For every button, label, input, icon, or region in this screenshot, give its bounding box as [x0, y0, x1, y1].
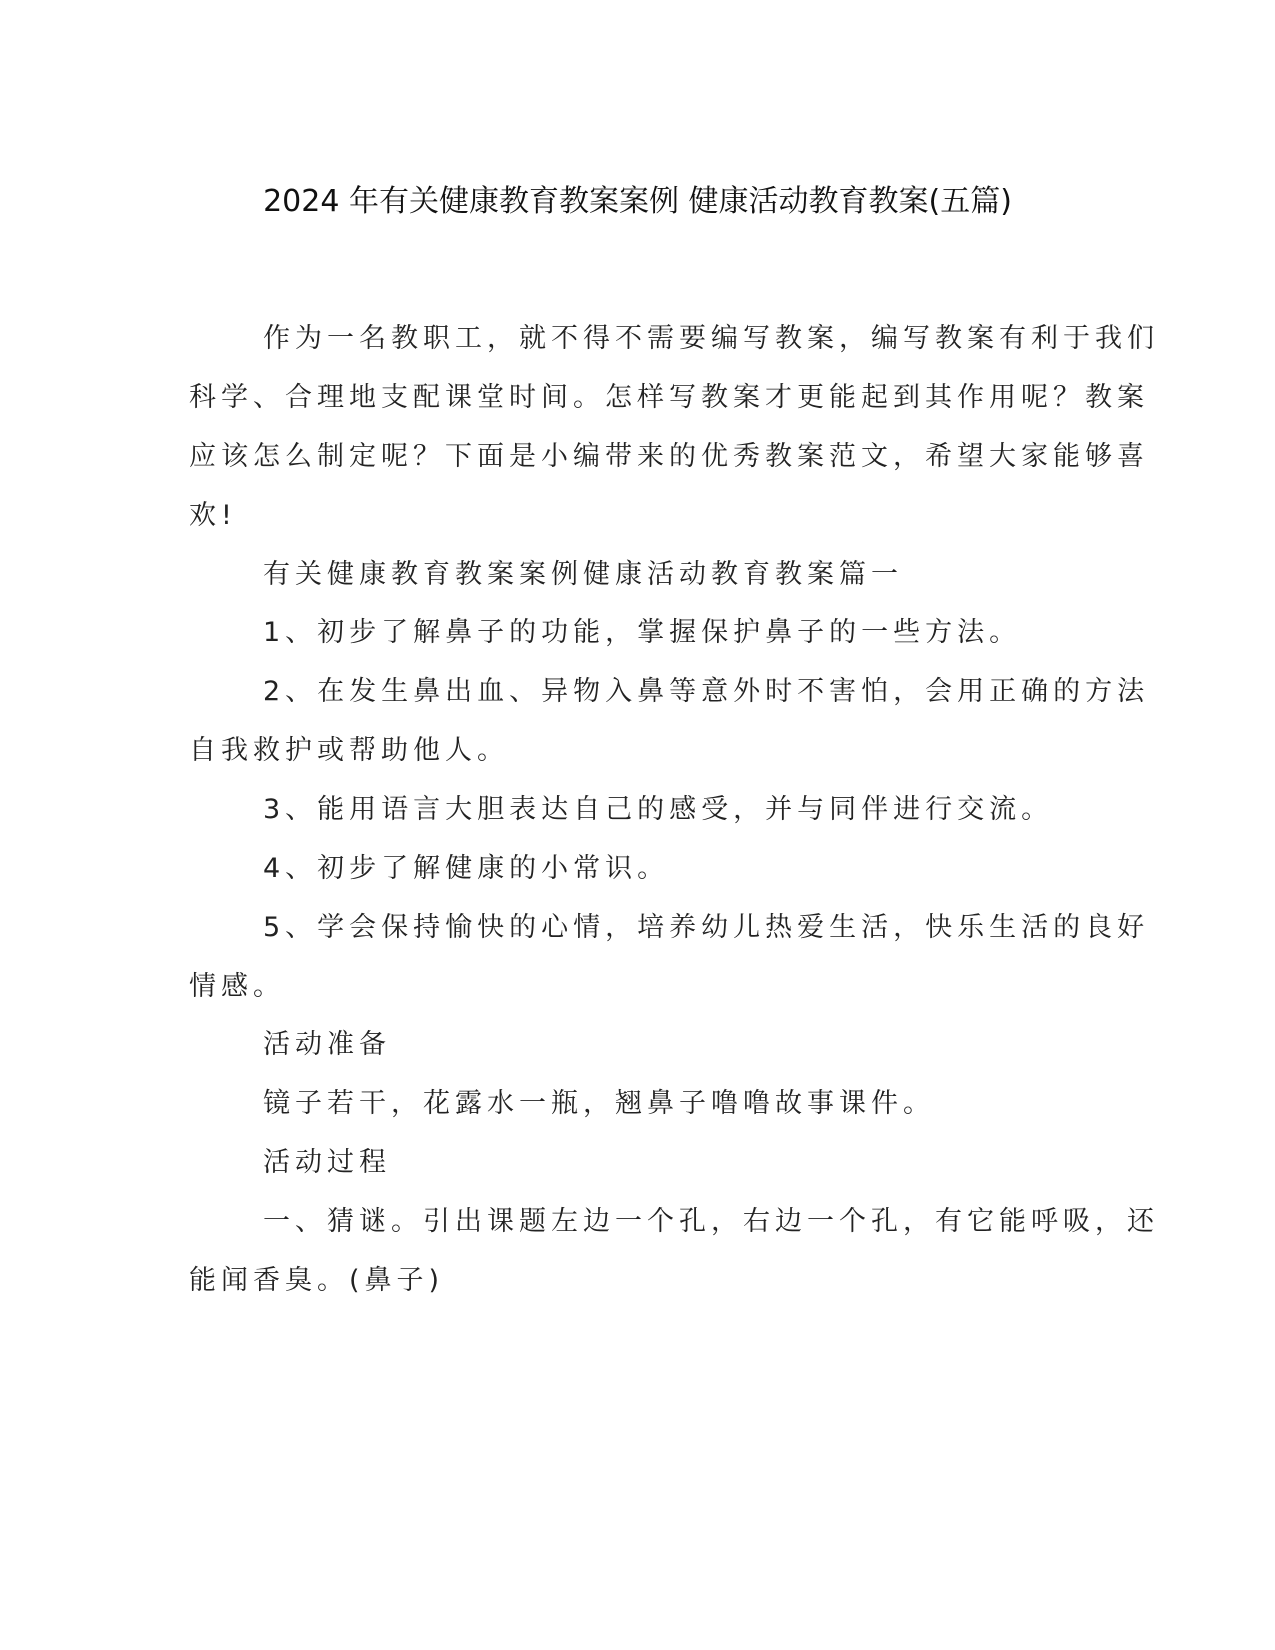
- paragraph-line: 能闻香臭。(鼻子): [189, 1265, 445, 1296]
- paragraph-line: 作为一名教职工，就不得不需要编写教案，编写教案有利于我们: [263, 323, 1159, 354]
- list-item-continuation: 自我救护或帮助他人。: [189, 735, 509, 766]
- section-heading: 活动准备: [263, 1029, 391, 1060]
- paragraph-line: 欢!: [189, 500, 237, 531]
- paragraph-line: 镜子若干，花露水一瓶，翘鼻子噜噜故事课件。: [263, 1088, 935, 1119]
- list-item-continuation: 情感。: [189, 971, 285, 1002]
- list-item: 2、在发生鼻出血、异物入鼻等意外时不害怕，会用正确的方法: [263, 676, 1150, 707]
- list-item: 1、初步了解鼻子的功能，掌握保护鼻子的一些方法。: [263, 617, 1022, 648]
- paragraph-line: 一、猜谜。引出课题左边一个孔，右边一个孔，有它能呼吸，还: [263, 1206, 1159, 1237]
- paragraph-line: 应该怎么制定呢？下面是小编带来的优秀教案范文，希望大家能够喜: [189, 441, 1149, 472]
- section-heading: 有关健康教育教案案例健康活动教育教案篇一: [263, 559, 903, 590]
- list-item: 3、能用语言大胆表达自己的感受，并与同伴进行交流。: [263, 794, 1054, 825]
- section-heading: 活动过程: [263, 1147, 391, 1178]
- list-item: 5、学会保持愉快的心情，培养幼儿热爱生活，快乐生活的良好: [263, 912, 1150, 943]
- paragraph-line: 科学、合理地支配课堂时间。怎样写教案才更能起到其作用呢？教案: [189, 382, 1149, 413]
- document-title: 2024 年有关健康教育教案案例 健康活动教育教案(五篇): [263, 184, 1012, 219]
- list-item: 4、初步了解健康的小常识。: [263, 853, 670, 884]
